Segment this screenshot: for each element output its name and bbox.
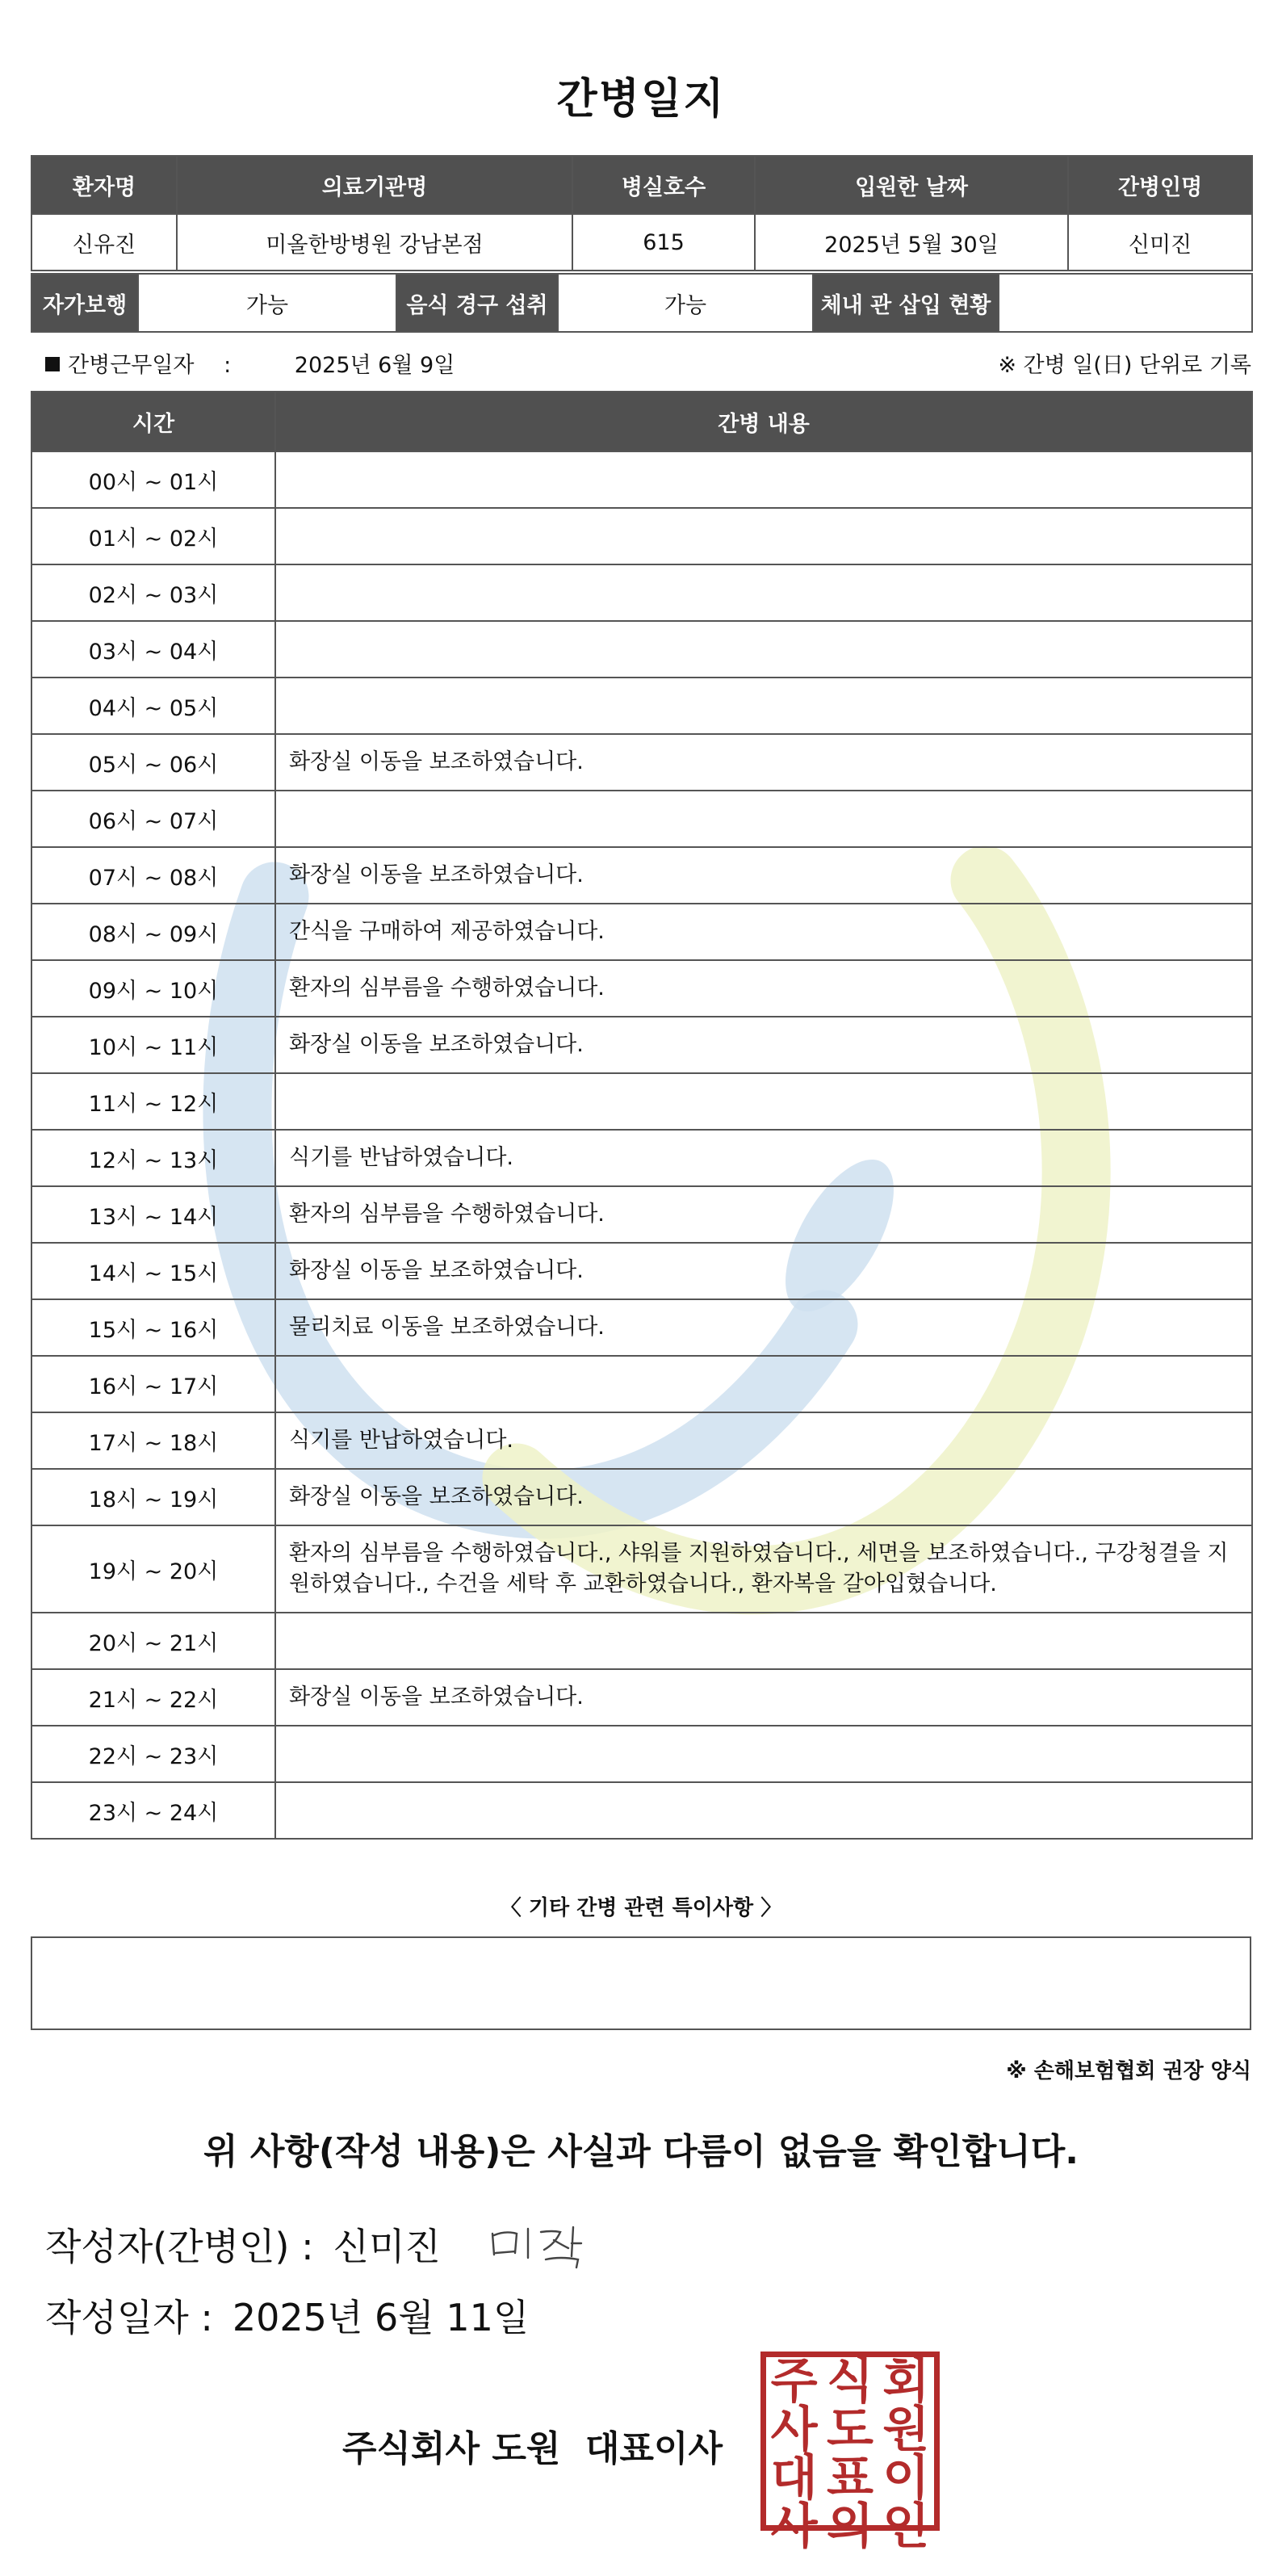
log-content-cell: [275, 1073, 1252, 1130]
seal-character: 주: [770, 2353, 818, 2410]
log-time-cell: 02시 ~ 03시: [31, 564, 275, 621]
patient-info-table: [31, 155, 1253, 271]
care-log-table: [31, 391, 1253, 1840]
log-content-cell: 식기를 반납하였습니다.: [275, 1130, 1252, 1186]
duty-date-value: 2025년 6월 9일: [294, 353, 455, 378]
self-walking-label: 자가보행: [31, 274, 138, 332]
caregiver-name-header: 간병인명: [1068, 156, 1252, 214]
log-time-cell: 01시 ~ 02시: [31, 508, 275, 564]
log-time-cell: 07시 ~ 08시: [31, 847, 275, 904]
tube-insertion-value: [999, 274, 1252, 332]
table-row: [31, 508, 1252, 564]
seal-character: 식: [827, 2353, 874, 2410]
log-content-cell: [275, 564, 1252, 621]
writer-name: 신미진: [333, 2225, 441, 2268]
log-content-cell: [275, 508, 1252, 564]
log-content-cell: [275, 1356, 1252, 1412]
log-time-cell: 22시 ~ 23시: [31, 1726, 275, 1782]
table-row: [31, 564, 1252, 621]
log-time-cell: 06시 ~ 07시: [31, 791, 275, 847]
table-row: [31, 1243, 1252, 1299]
table-row: [31, 678, 1252, 734]
log-content-cell: [275, 678, 1252, 734]
log-content-cell: [275, 1726, 1252, 1782]
written-date-line: [45, 2289, 529, 2342]
log-time-cell: 08시 ~ 09시: [31, 904, 275, 960]
table-row: [31, 1073, 1252, 1130]
time-column-header: 시간: [31, 392, 275, 451]
log-time-cell: 00시 ~ 01시: [31, 451, 275, 508]
seal-character: 이: [882, 2450, 930, 2507]
seal-character: 인: [882, 2498, 930, 2555]
log-content-cell: 화장실 이동을 보조하였습니다.: [275, 1669, 1252, 1726]
confirmation-statement: 위 사항(작성 내용)은 사실과 다름이 없음을 확인합니다.: [203, 2131, 1079, 2172]
company-seal: [760, 2352, 940, 2555]
log-content-cell: 물리치료 이동을 보조하였습니다.: [275, 1299, 1252, 1356]
log-time-cell: 03시 ~ 04시: [31, 621, 275, 678]
log-content-cell: 환자의 심부름을 수행하였습니다.: [275, 1186, 1252, 1243]
seal-character: 의: [827, 2498, 874, 2555]
table-row: [31, 1186, 1252, 1243]
log-content-cell: 화장실 이동을 보조하였습니다.: [275, 1243, 1252, 1299]
log-time-cell: 12시 ~ 13시: [31, 1130, 275, 1186]
table-row: [31, 1130, 1252, 1186]
duty-date-separator: :: [224, 353, 232, 378]
seal-character: 대: [770, 2450, 818, 2507]
caregiver-name-value: 신미진: [1068, 214, 1252, 271]
table-row: [31, 621, 1252, 678]
duty-date-line: [45, 347, 455, 379]
log-time-cell: 05시 ~ 06시: [31, 734, 275, 791]
room-number-header: 병실호수: [572, 156, 755, 214]
log-time-cell: 20시 ~ 21시: [31, 1613, 275, 1669]
written-date-label: 작성일자 :: [45, 2296, 213, 2339]
table-row: [31, 451, 1252, 508]
self-walking-value: 가능: [138, 274, 396, 332]
log-content-cell: [275, 1613, 1252, 1669]
duty-date-label: 간병근무일자: [68, 353, 195, 378]
table-row: [31, 1782, 1252, 1839]
admission-date-value: 2025년 5월 30일: [755, 214, 1068, 271]
seal-character: 사: [770, 2402, 818, 2458]
table-row: [31, 960, 1252, 1017]
log-content-cell: [275, 791, 1252, 847]
hospital-name-header: 의료기관명: [177, 156, 572, 214]
seal-character: 도: [827, 2402, 874, 2458]
room-number-value: 615: [572, 214, 755, 271]
remarks-title: 〈 기타 간병 관련 특이사항 〉: [500, 1896, 782, 1920]
log-time-cell: 14시 ~ 15시: [31, 1243, 275, 1299]
table-row: [31, 1469, 1252, 1525]
log-time-cell: 21시 ~ 22시: [31, 1669, 275, 1726]
log-time-cell: 09시 ~ 10시: [31, 960, 275, 1017]
log-content-cell: [275, 451, 1252, 508]
table-row: [31, 1525, 1252, 1613]
seal-character: 원: [882, 2402, 930, 2458]
log-time-cell: 23시 ~ 24시: [31, 1782, 275, 1839]
log-content-cell: [275, 621, 1252, 678]
table-row: [31, 1726, 1252, 1782]
daily-unit-note: ※ 간병 일(日) 단위로 기록: [998, 353, 1251, 378]
log-content-cell: 화장실 이동을 보조하였습니다.: [275, 1469, 1252, 1525]
patient-name-value: 신유진: [31, 214, 177, 271]
log-time-cell: 15시 ~ 16시: [31, 1299, 275, 1356]
log-content-cell: 화장실 이동을 보조하였습니다.: [275, 734, 1252, 791]
log-content-cell: 간식을 구매하여 제공하였습니다.: [275, 904, 1252, 960]
log-time-cell: 18시 ~ 19시: [31, 1469, 275, 1525]
association-note: ※ 손해보험협회 권장 양식: [1006, 2059, 1251, 2083]
writer-label: 작성자(간병인) :: [45, 2225, 314, 2268]
table-row: [31, 791, 1252, 847]
log-time-cell: 19시 ~ 20시: [31, 1525, 275, 1613]
table-row: [31, 847, 1252, 904]
writer-line: [45, 2217, 441, 2271]
log-content-cell: 환자의 심부름을 수행하였습니다., 샤워를 지원하였습니다., 세면을 보조하였습니다., 구강청결을 지원하였습니다., 수건을 세탁 후 교환하였습니다., 환자복을 갈아입혔습니다.: [275, 1525, 1252, 1613]
log-time-cell: 10시 ~ 11시: [31, 1017, 275, 1073]
table-row: [31, 1412, 1252, 1469]
table-row: [31, 734, 1252, 791]
remarks-box: [31, 1936, 1251, 2030]
table-row: [31, 1299, 1252, 1356]
patient-status-table: [31, 273, 1253, 333]
log-content-cell: 식기를 반납하였습니다.: [275, 1412, 1252, 1469]
log-content-cell: 화장실 이동을 보조하였습니다.: [275, 1017, 1252, 1073]
hospital-name-value: 미올한방병원 강남본점: [177, 214, 572, 271]
log-content-cell: 화장실 이동을 보조하였습니다.: [275, 847, 1252, 904]
log-content-cell: 환자의 심부름을 수행하였습니다.: [275, 960, 1252, 1017]
table-row: [31, 1613, 1252, 1669]
care-log-body: [31, 451, 1252, 1839]
content-column-header: 간병 내용: [275, 392, 1252, 451]
tube-insertion-label: 체내 관 삽입 현황: [813, 274, 999, 332]
log-time-cell: 13시 ~ 14시: [31, 1186, 275, 1243]
log-content-cell: [275, 1782, 1252, 1839]
log-time-cell: 17시 ~ 18시: [31, 1412, 275, 1469]
table-row: [31, 1669, 1252, 1726]
oral-intake-value: 가능: [558, 274, 813, 332]
oral-intake-label: 음식 경구 섭취: [396, 274, 558, 332]
company-representative: 주식회사 도원 대표이사: [342, 2428, 723, 2469]
handwritten-signature: [488, 2219, 593, 2272]
admission-date-header: 입원한 날짜: [755, 156, 1068, 214]
seal-character: 표: [827, 2450, 874, 2507]
log-time-cell: 11시 ~ 12시: [31, 1073, 275, 1130]
table-row: [31, 904, 1252, 960]
log-time-cell: 04시 ~ 05시: [31, 678, 275, 734]
written-date-value: 2025년 6월 11일: [232, 2296, 530, 2339]
patient-name-header: 환자명: [31, 156, 177, 214]
bullet-square-icon: [45, 357, 60, 371]
document-title: 간병일지: [556, 75, 726, 124]
log-time-cell: 16시 ~ 17시: [31, 1356, 275, 1412]
seal-character: 회: [882, 2353, 930, 2410]
table-row: [31, 1356, 1252, 1412]
seal-character: 사: [770, 2498, 818, 2555]
table-row: [31, 1017, 1252, 1073]
